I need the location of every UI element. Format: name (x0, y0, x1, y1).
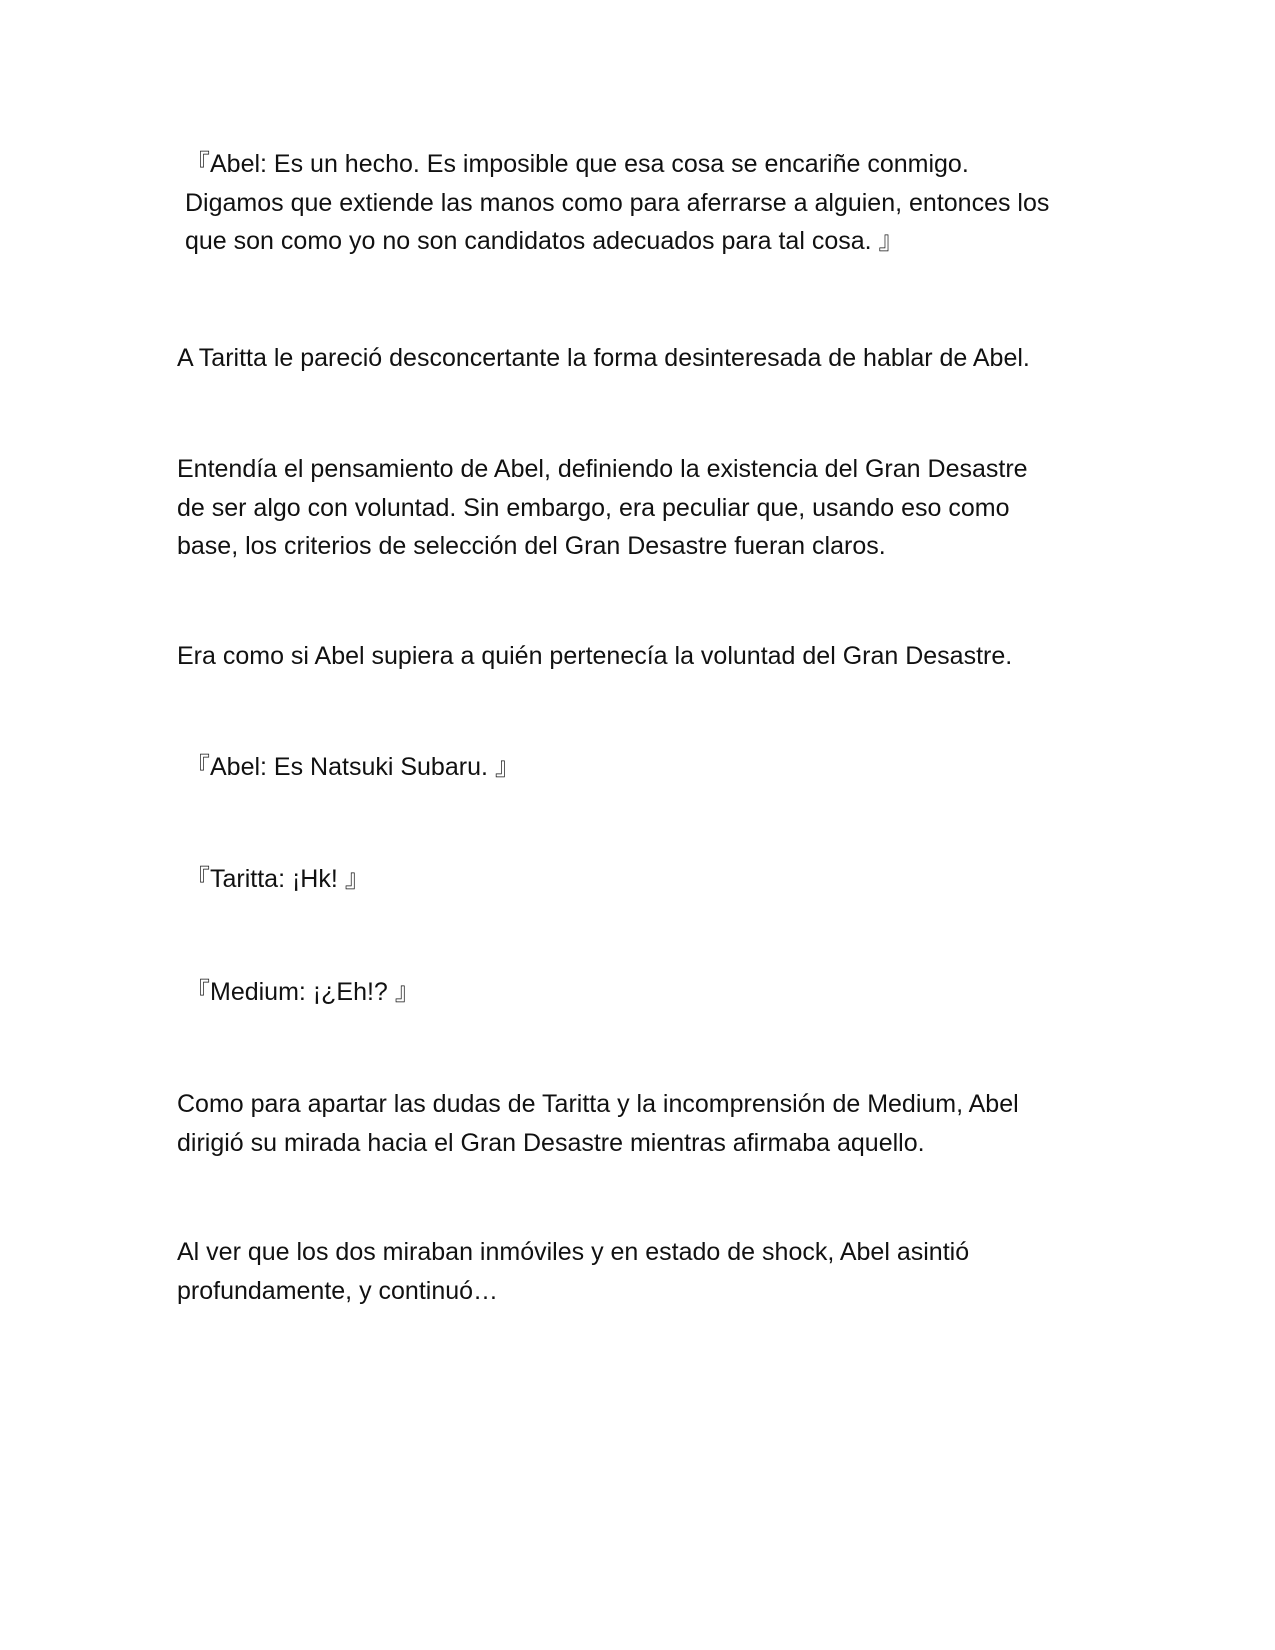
dialogue-abel-1: 『Abel: Es un hecho. Es imposible que esa cosa se encariñe conmigo. Digamos que extiende las manos como para aferrarse a alguien, entonces los que son como yo no son candidatos adecuados para tal cosa. 』 (185, 150, 1050, 255)
dialogue-taritta: 『Taritta: ¡Hk! 』 (185, 865, 370, 893)
dialogue-medium: 『Medium: ¡¿Eh!? 』 (185, 978, 420, 1006)
narration-paragraph-5: Al ver que los dos miraban inmóviles y en estado de shock, Abel asintió profundamente, y continuó… (177, 1238, 970, 1305)
narration-paragraph-1: A Taritta le pareció desconcertante la forma desinteresada de hablar de Abel. (177, 344, 1030, 372)
narration-paragraph-4: Como para apartar las dudas de Taritta y la incomprensión de Medium, Abel dirigió su mirada hacia el Gran Desastre mientras afirmaba aquello. (177, 1090, 1019, 1157)
dialogue-abel-2: 『Abel: Es Natsuki Subaru. 』 (185, 753, 520, 781)
narration-paragraph-2: Entendía el pensamiento de Abel, definiendo la existencia del Gran Desastre de ser algo con voluntad. Sin embargo, era peculiar que, usando eso como base, los criterios de selección del Gran Desastre fueran claros. (177, 455, 1028, 560)
narration-paragraph-3: Era como si Abel supiera a quién pertenecía la voluntad del Gran Desastre. (177, 642, 1013, 670)
